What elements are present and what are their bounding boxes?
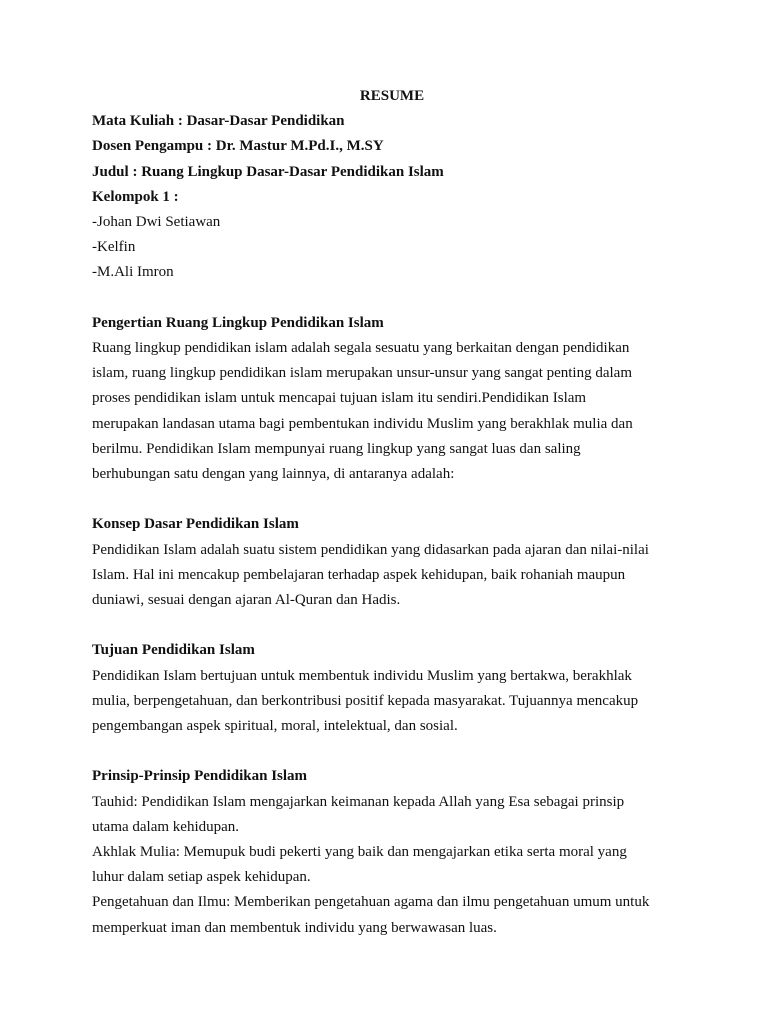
- paragraph-line: mulia, berpengetahuan, dan berkontribusi positif kepada masyarakat. Tujuannya mencakup: [92, 692, 639, 709]
- paragraph-line: duniawi, sesuai dengan ajaran Al-Quran dan Hadis.: [92, 592, 401, 609]
- spacer: [92, 613, 692, 638]
- paragraph-line: utama dalam kehidupan.: [92, 818, 240, 835]
- paragraph-line: berhubungan satu dengan yang lainnya, di antaranya adalah:: [92, 466, 455, 483]
- group-label: Kelompok 1 :: [92, 188, 179, 205]
- topic-title: Judul : Ruang Lingkup Dasar-Dasar Pendidikan Islam: [92, 163, 444, 180]
- paragraph-line: merupakan landasan utama bagi pembentukan individu Muslim yang berakhlak mulia dan: [92, 415, 633, 432]
- section-heading: Tujuan Pendidikan Islam: [92, 642, 255, 659]
- paragraph-line: luhur dalam setiap aspek kehidupan.: [92, 869, 311, 886]
- paragraph-line: pengembangan aspek spiritual, moral, intelektual, dan sosial.: [92, 718, 458, 735]
- section-tujuan: [92, 638, 692, 739]
- paragraph-line: islam, ruang lingkup pendidikan islam merupakan unsur-unsur yang sangat penting dalam: [92, 365, 632, 382]
- paragraph-line: Pendidikan Islam bertujuan untuk membentuk individu Muslim yang bertakwa, berakhlak: [92, 667, 632, 684]
- section-heading: Konsep Dasar Pendidikan Islam: [92, 516, 299, 533]
- paragraph-line: Pengetahuan dan Ilmu: Memberikan pengetahuan agama dan ilmu pengetahuan umum untuk: [92, 894, 650, 911]
- section-heading: Pengertian Ruang Lingkup Pendidikan Islam: [92, 314, 384, 331]
- section-pengertian: [92, 311, 692, 487]
- paragraph-line: Ruang lingkup pendidikan islam adalah segala sesuatu yang berkaitan dengan pendidikan: [92, 340, 630, 357]
- paragraph-line: berilmu. Pendidikan Islam mempunyai ruang lingkup yang sangat luas dan saling: [92, 440, 581, 457]
- document-page: [92, 84, 692, 941]
- paragraph-line: Akhlak Mulia: Memupuk budi pekerti yang baik dan mengajarkan etika serta moral yang: [92, 844, 627, 861]
- spacer: [92, 739, 692, 764]
- spacer: [92, 286, 692, 311]
- paragraph-line: proses pendidikan islam untuk mencapai tujuan islam itu sendiri.Pendidikan Islam: [92, 390, 587, 407]
- paragraph-line: memperkuat iman dan membentuk individu yang berwawasan luas.: [92, 919, 497, 936]
- section-heading: Prinsip-Prinsip Pendidikan Islam: [92, 768, 308, 785]
- paragraph-line: Pendidikan Islam adalah suatu sistem pendidikan yang didasarkan pada ajaran dan nilai-nilai: [92, 541, 649, 558]
- section-konsep: [92, 512, 692, 613]
- group-member: -Kelfin: [92, 239, 136, 256]
- course-name: Mata Kuliah : Dasar-Dasar Pendidikan: [92, 113, 345, 130]
- spacer: [92, 487, 692, 512]
- section-prinsip: [92, 764, 692, 940]
- document-title: RESUME: [359, 88, 425, 104]
- group-member: -M.Ali Imron: [92, 264, 174, 281]
- group-member: -Johan Dwi Setiawan: [92, 214, 221, 231]
- paragraph-line: Tauhid: Pendidikan Islam mengajarkan keimanan kepada Allah yang Esa sebagai prinsip: [92, 793, 625, 810]
- lecturer-name: Dosen Pengampu : Dr. Mastur M.Pd.I., M.SY: [92, 138, 384, 155]
- paragraph-line: Islam. Hal ini mencakup pembelajaran terhadap aspek kehidupan, baik rohaniah maupun: [92, 566, 626, 583]
